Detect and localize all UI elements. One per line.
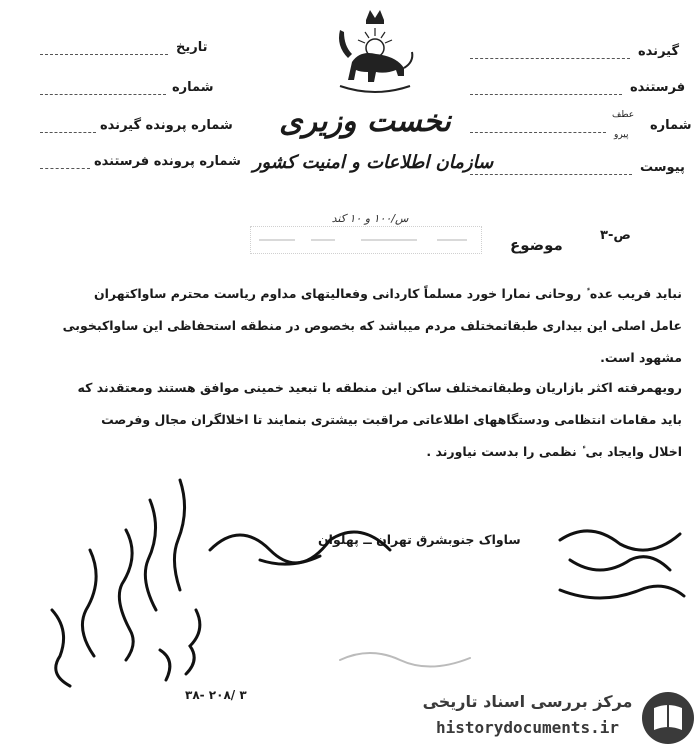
recipient-line bbox=[470, 58, 630, 59]
watermark-org-name: مرکز بررسی اسناد تاریخی bbox=[422, 692, 633, 711]
handwritten-signature-center bbox=[200, 500, 430, 580]
body-line-3: مشهود است. bbox=[600, 350, 682, 365]
number-line-right bbox=[470, 132, 606, 133]
handwritten-signature-right bbox=[540, 520, 690, 610]
recipient-file-label: شماره پرونده گیرنده bbox=[100, 118, 233, 133]
body-line-4: رویهمرفته اکثر بازاریان وطبقاتمختلف ساکن این منطقه با تبعید خمینی موافق هستند ومعتقدند که bbox=[77, 380, 682, 395]
date-label: تاریخ bbox=[176, 40, 208, 55]
sender-file-line bbox=[40, 168, 90, 169]
subject-label: موضوع bbox=[510, 236, 563, 254]
handwritten-reference: س/۱۰۰ و ۱۰ کند bbox=[331, 212, 409, 225]
sender-line bbox=[470, 94, 622, 95]
body-line-6: اخلال وایجاد بی ٔ نظمی را بدست نیاورند . bbox=[426, 444, 682, 459]
body-line-5: باید مقامات انتظامی ودستگاههای اطلاعاتی مراقبت بیشتری بنمایند تا اخلالگران مجال وفرصت bbox=[101, 412, 682, 427]
sender-label: فرستنده bbox=[630, 80, 686, 95]
office-title: نخست وزیری bbox=[279, 104, 451, 139]
archive-logo-icon bbox=[640, 690, 696, 746]
number-label-left: شماره bbox=[172, 80, 214, 95]
handwritten-marginal-note bbox=[30, 460, 230, 700]
organization-name: سازمان اطلاعات و امنیت کشور bbox=[252, 152, 494, 173]
classification-stamp bbox=[250, 226, 482, 254]
sender-file-label: شماره پرونده فرستنده bbox=[94, 154, 241, 169]
document-reference-number: ۳۸- ۲۰۸/ ۳ bbox=[185, 688, 247, 702]
faded-stamp-bottom bbox=[330, 640, 480, 680]
lion-and-sun-emblem bbox=[330, 6, 420, 104]
recipient-file-line bbox=[40, 132, 96, 133]
subject-code: ص-۳ bbox=[600, 228, 631, 243]
number-follow-label: پیرو bbox=[614, 130, 629, 140]
body-line-1: نباید فریب عده ٔ روحانی نمارا خورد مسلماً کاردانی وفعالیتهای مداوم ریاست محترم ساواکتهران bbox=[93, 286, 682, 301]
number-ref-label: عطف bbox=[612, 110, 635, 120]
attachment-label: پیوست bbox=[640, 160, 685, 175]
attachment-line bbox=[470, 174, 632, 175]
recipient-label: گیرنده bbox=[638, 44, 680, 59]
number-line-left bbox=[40, 94, 166, 95]
number-label-right: شماره bbox=[650, 118, 692, 133]
sender-signature-line: ساواک جنوبشرق تهران ــ پهلوان bbox=[318, 532, 521, 547]
body-line-2: عامل اصلی این بیداری طبقاتمختلف مردم میباشد که بخصوص در منطقه استحفاظی این ساواکبخوبی bbox=[62, 318, 682, 333]
watermark-url: historydocuments.ir bbox=[435, 718, 620, 737]
date-line bbox=[40, 54, 168, 55]
